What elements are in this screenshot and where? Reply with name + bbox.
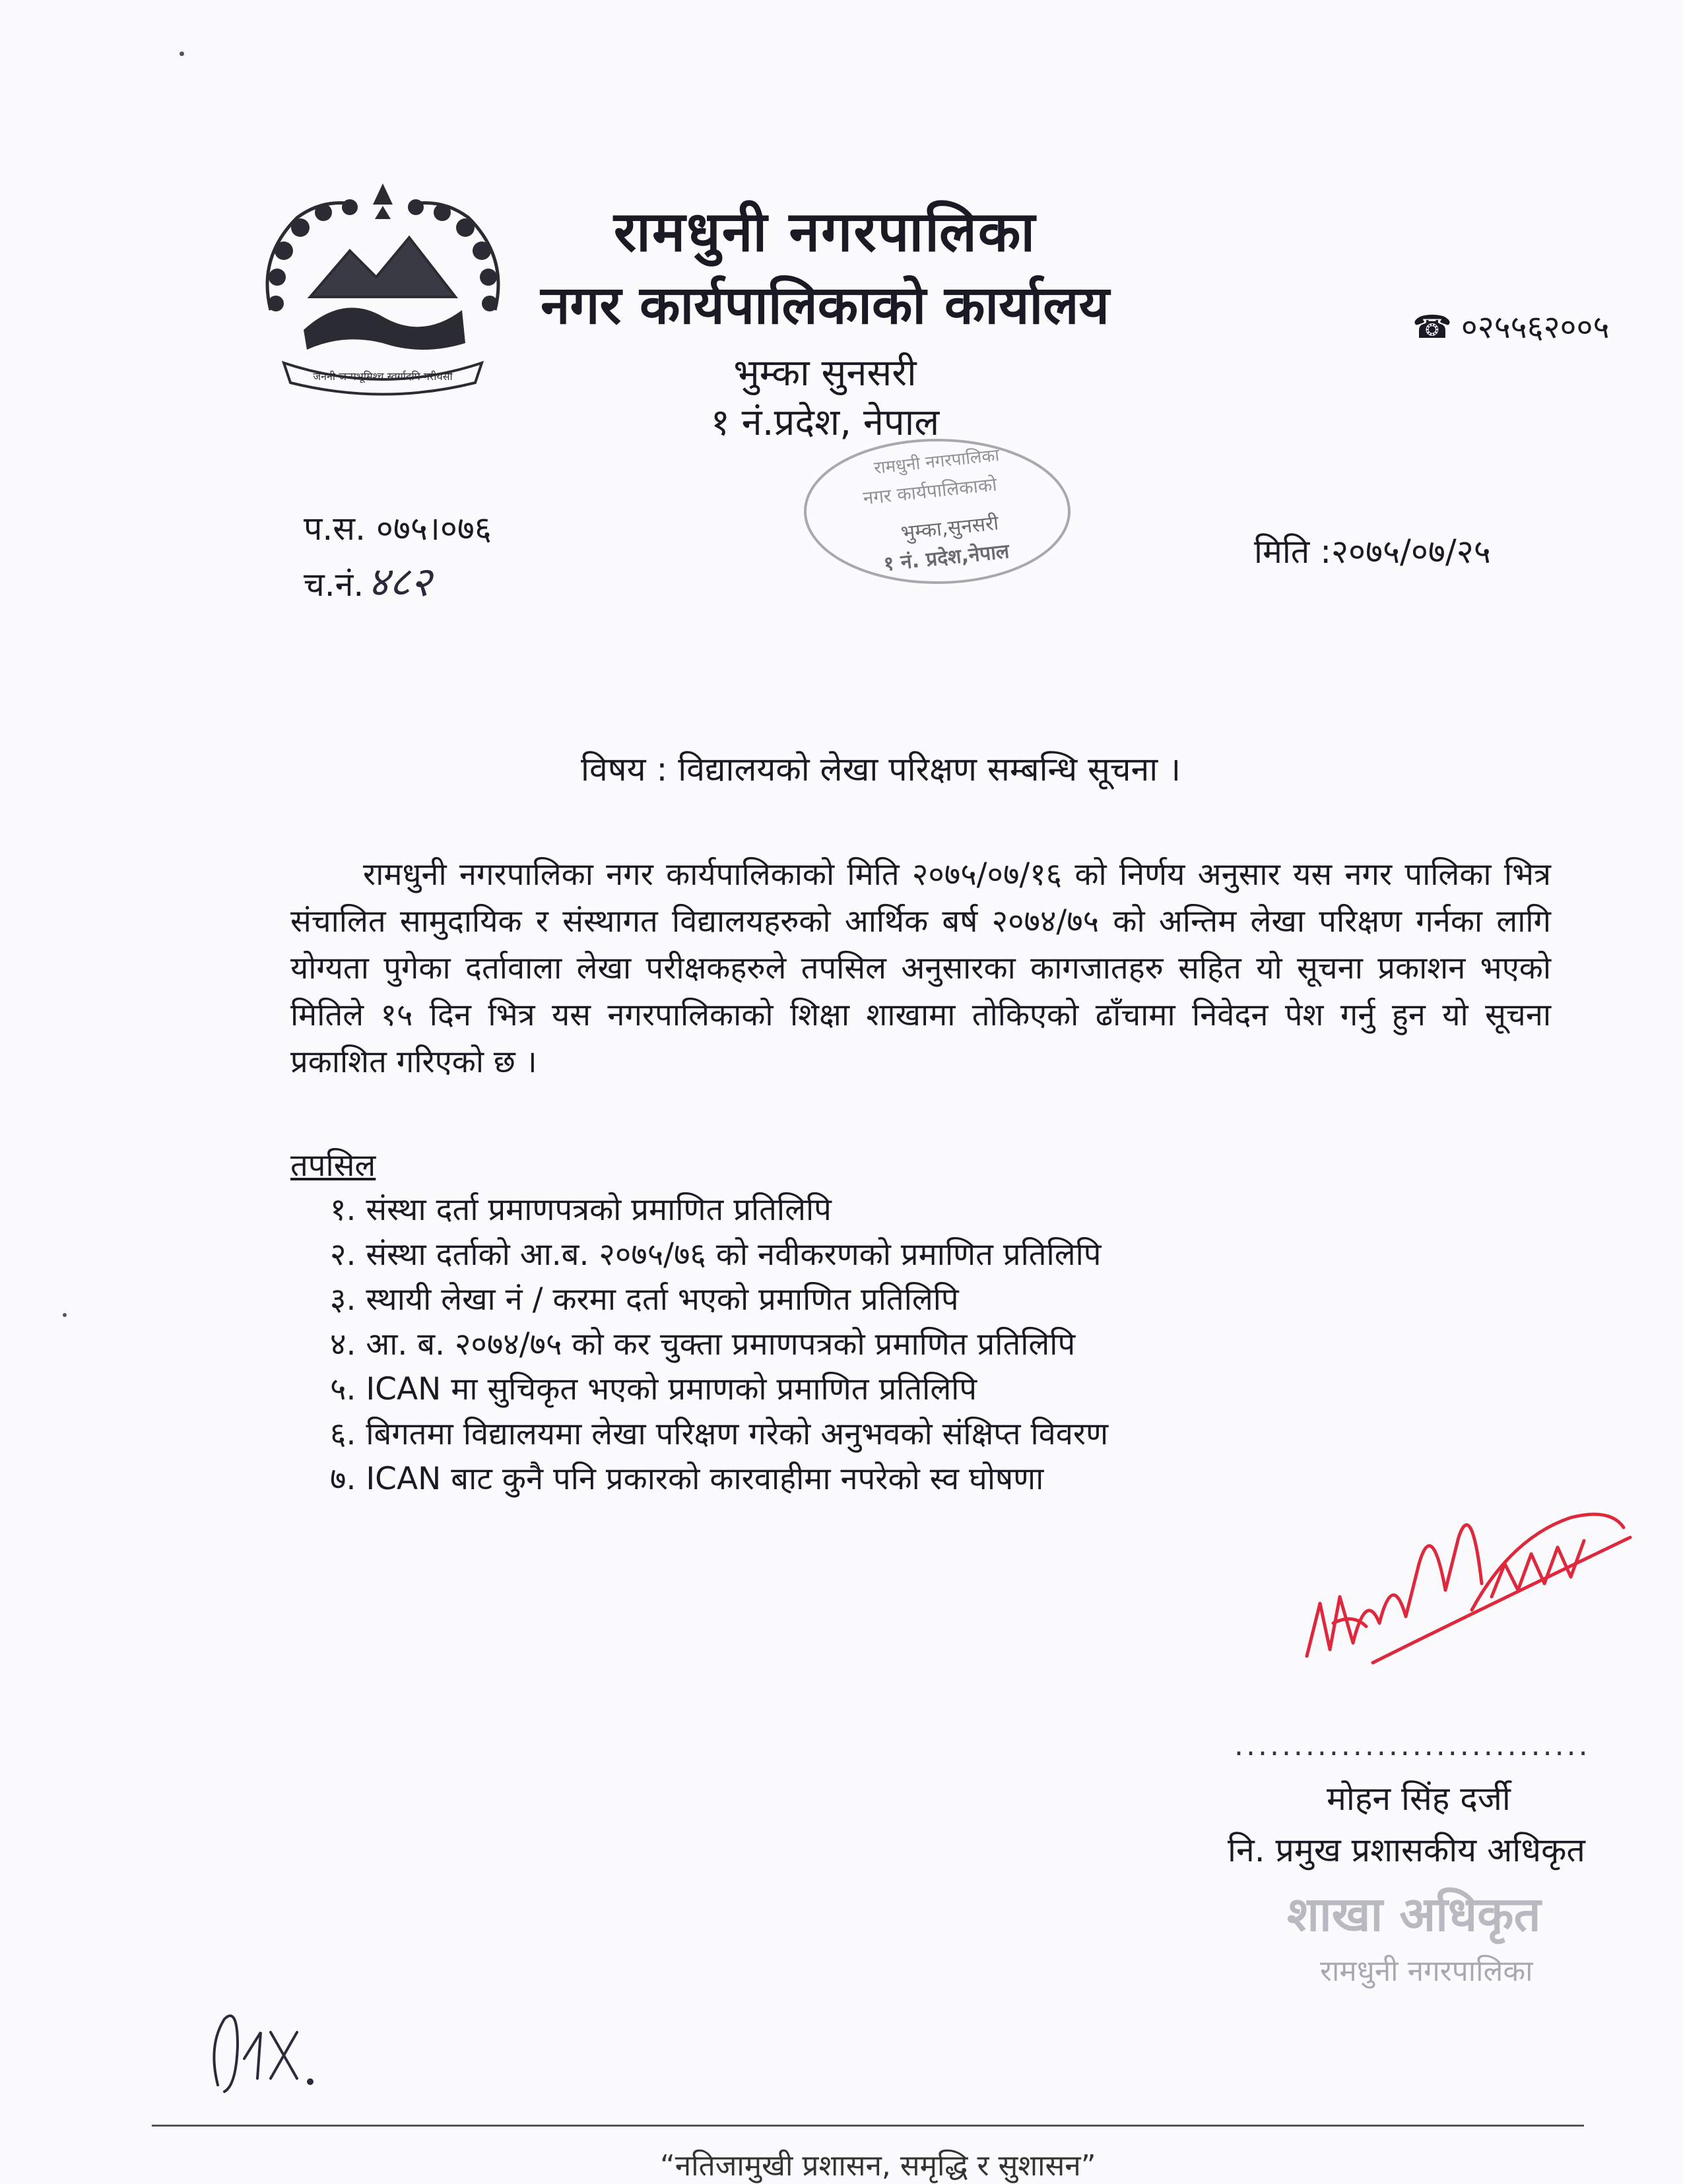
fiscal-year-value: ०७५।०७६	[376, 509, 492, 548]
signer-name: मोहन सिंह दर्जी	[1327, 1780, 1511, 1818]
annex-item: १. संस्था दर्ता प्रमाणपत्रको प्रमाणित प्रतिलिपि	[330, 1192, 832, 1228]
annex-item: ७. ICAN बाट कुनै पनि प्रकारको कारवाहीमा नपरेको स्व घोषणा	[330, 1461, 1044, 1497]
red-signature	[1294, 1491, 1637, 1689]
letter-subject: विषय : विद्यालयको लेखा परिक्षण सम्बन्धि सूचना ।	[581, 750, 1181, 788]
letter-body: रामधुनी नगरपालिका नगर कार्यपालिकाको मिति २०७५/०७/१६ को निर्णय अनुसार यस नगर पालिका भित्र संचालित सामुदायिक र संस्थागत विद्यालयहरुको आर्थिक बर्ष २०७४/७५ को अन्तिम लेखा परिक्षण गर्नका लागि योग्यता पुगेका दर्तावाला लेखा परीक्षकहरुले तपसिल अनुसारका कागजातहरु सहित यो सूचना प्रकाशन भएको मितिले १५ दिन भित्र यस नगरपालिकाको शिक्षा शाखामा तोकिएको ढाँचामा निवेदन पेश गर्नु हुन यो सूचना प्रकाशित गरिएको छ ।	[290, 856, 1551, 1080]
telephone-icon: ☎	[1412, 309, 1452, 346]
phone-number	[1412, 305, 1609, 348]
annex-item: ४. आ. ब. २०७४/७५ को कर चुक्ता प्रमाणपत्रको प्रमाणित प्रतिलिपि	[330, 1326, 1076, 1363]
annex-item: ५. ICAN मा सुचिकृत भएको प्रमाणको प्रमाणित प्रतिलिपि	[330, 1371, 977, 1407]
seal-line-4: १ नं. प्रदेश,नेपाल	[882, 540, 1010, 576]
annex-list	[330, 1188, 1108, 1502]
scan-speck	[180, 51, 184, 56]
scan-speck	[63, 1313, 67, 1317]
letter-date: मिति :२०७५/०७/२५	[1254, 532, 1491, 571]
seal-line-1: रामधुनी नगरपालिका	[873, 445, 1001, 478]
fiscal-year-ref	[304, 505, 492, 550]
municipality-name: रामधुनी नगरपालिका	[613, 199, 1037, 264]
dispatch-label: च.नं.	[304, 565, 364, 604]
stamp-officer: शाखा अधिकृत	[1287, 1886, 1541, 1942]
stamp-municipality: रामधुनी नगरपालिका	[1320, 1954, 1533, 1988]
annex-item: ६. बिगतमा विद्यालयमा लेखा परिक्षण गरेको अनुभवको संक्षिप्त विवरण	[330, 1416, 1109, 1452]
office-address: भुम्का सुनसरी	[733, 352, 917, 395]
annex-item: ३. स्थायी लेखा नं / करमा दर्ता भएको प्रमाणित प्रतिलिपि	[330, 1281, 959, 1318]
footer-motto: “नतिजामुखी प्रशासन, समृद्धि र सुशासन”	[660, 2149, 1096, 2183]
signer-title: नि. प्रमुख प्रशासकीय अधिकृत	[1228, 1831, 1585, 1869]
office-seal	[799, 435, 1076, 587]
emblem-motto: जननी जन्मभूमिश्च स्वर्गादपि गरीयसी	[313, 370, 453, 383]
seal-line-2: नगर कार्यपालिकाको	[862, 473, 998, 509]
phone-value: ०२५५६२००५	[1461, 309, 1610, 346]
annex-item: २. संस्था दर्ताको आ.ब. २०७५/७६ को नवीकरणको प्रमाणित प्रतिलिपि	[330, 1237, 1102, 1273]
dispatch-number: ४८२	[368, 558, 432, 606]
office-name: नगर कार्यपालिकाको कार्यालय	[541, 274, 1109, 336]
fiscal-year-label: प.स.	[304, 509, 366, 548]
annex-title: तपसिल	[290, 1147, 376, 1184]
office-province: १ नं.प्रदेश, नेपाल	[710, 401, 940, 444]
initials-signature	[198, 1993, 330, 2105]
dispatch-ref	[304, 553, 432, 608]
signature-line: ..............................	[1234, 1729, 1591, 1762]
footer-divider	[152, 2125, 1584, 2127]
seal-line-3: भुम्का,सुनसरी	[900, 511, 1000, 545]
